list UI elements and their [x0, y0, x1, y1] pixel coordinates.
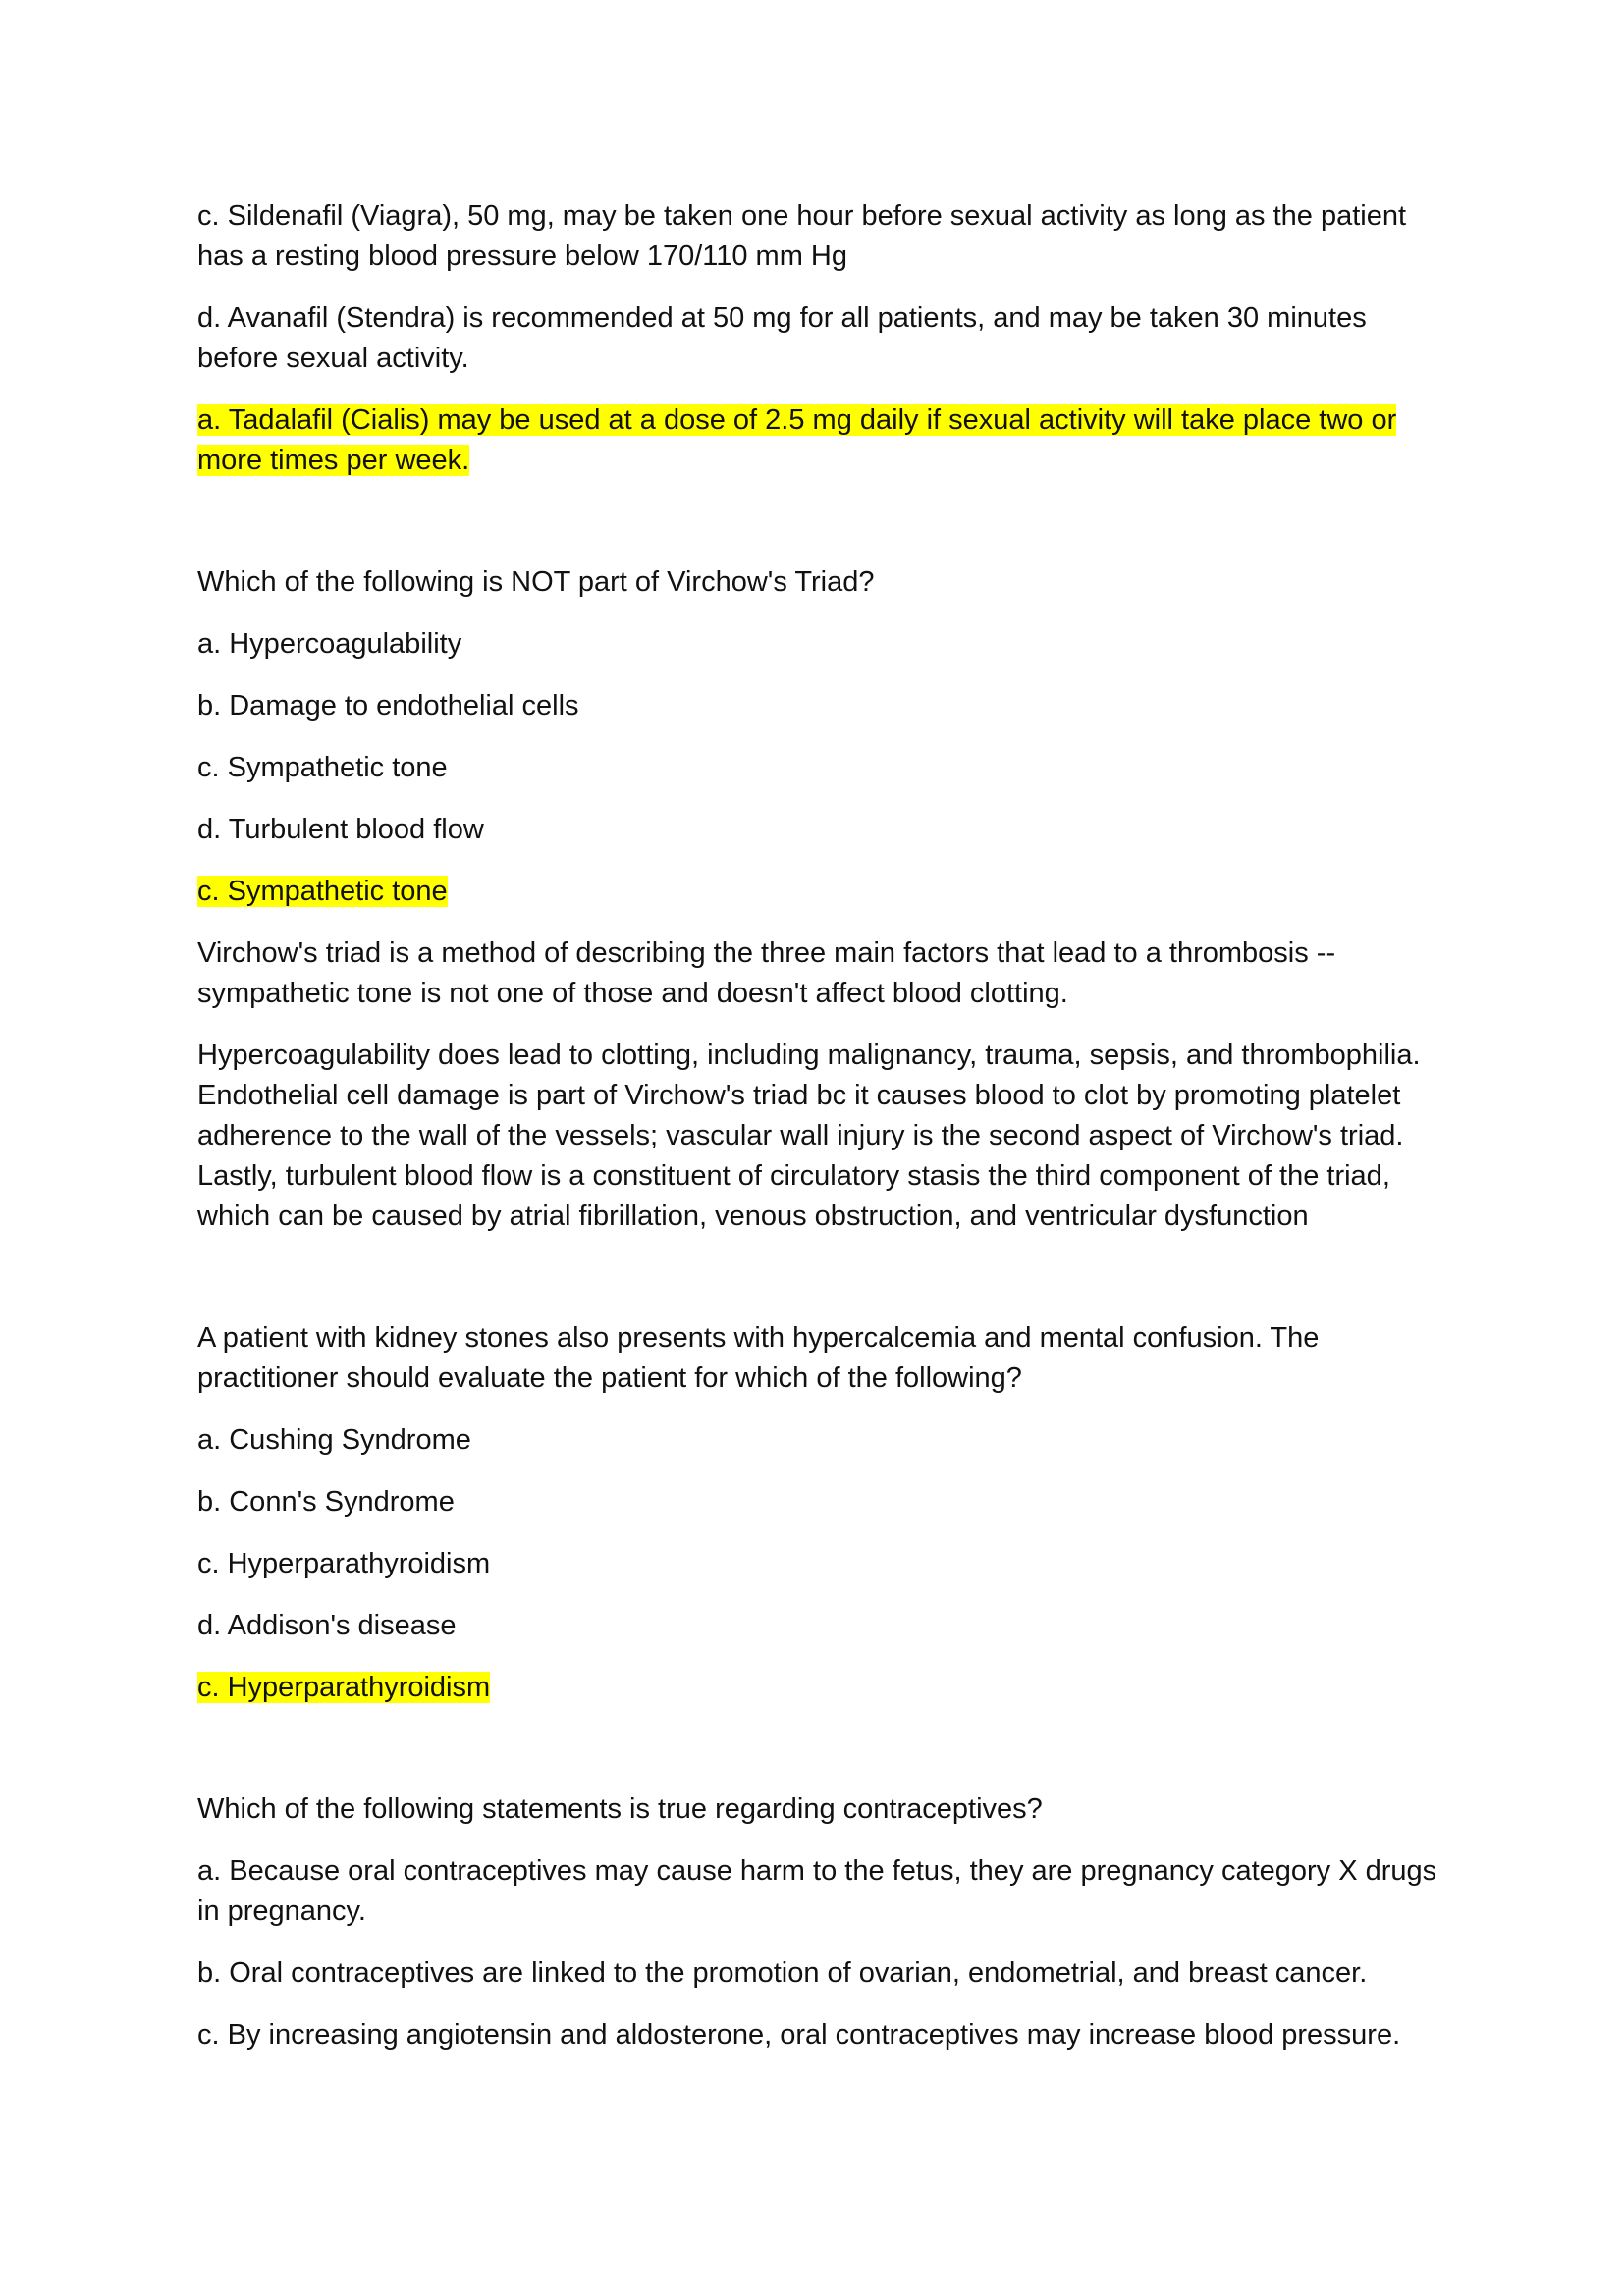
- q2-question: Which of the following is NOT part of Virchow's Triad?: [197, 566, 875, 598]
- q3-option-a: a. Cushing Syndrome: [197, 1424, 471, 1456]
- q1-option-c: c. Sildenafil (Viagra), 50 mg, may be taken one hour before sexual activity as long as the patient has a resting blood pressure below 170/110 mm Hg: [197, 200, 1407, 272]
- q1-answer: [197, 400, 1444, 481]
- q2-option-d: d. Turbulent blood flow: [197, 814, 484, 845]
- q2-option-a: a. Hypercoagulability: [197, 628, 462, 660]
- q2-explanation-2: Hypercoagulability does lead to clotting, including malignancy, trauma, sepsis, and thrombophilia. Endothelial cell damage is part of Virchow's triad bc it causes blood to clot by promoting platelet adherence to the wall of the vessels; vascular wall injury is the second aspect of Virchow's triad. Lastly, turbulent blood flow is a constituent of circulatory stasis the third component of the triad, which can be caused by atrial fibrillation, venous obstruction, and ventricular dysfunction: [197, 1040, 1421, 1232]
- q3-answer: [197, 1668, 1444, 1708]
- document-content: [197, 196, 1444, 2077]
- q3-option-d: d. Addison's disease: [197, 1610, 457, 1641]
- q2-option-c: c. Sympathetic tone: [197, 752, 448, 783]
- q3-question: A patient with kidney stones also presents with hypercalcemia and mental confusion. The practitioner should evaluate the patient for which of the following?: [197, 1322, 1320, 1394]
- section-gap: [197, 1258, 1444, 1318]
- q1-option-d: d. Avanafil (Stendra) is recommended at 50 mg for all patients, and may be taken 30 minutes before sexual activity.: [197, 302, 1367, 374]
- q3-answer-highlight: c. Hyperparathyroidism: [197, 1672, 491, 1703]
- q1-answer-highlight: a. Tadalafil (Cialis) may be used at a dose of 2.5 mg daily if sexual activity will take place two or more times per week.: [197, 404, 1397, 476]
- q2-explanation-1: Virchow's triad is a method of describing the three main factors that lead to a thrombosis -- sympathetic tone is not one of those and doesn't affect blood clotting.: [197, 937, 1336, 1009]
- q4-option-a: a. Because oral contraceptives may cause harm to the fetus, they are pregnancy category X drugs in pregnancy.: [197, 1855, 1437, 1927]
- q4-option-b: b. Oral contraceptives are linked to the promotion of ovarian, endometrial, and breast cancer.: [197, 1957, 1368, 1989]
- q3-option-c: c. Hyperparathyroidism: [197, 1548, 491, 1579]
- q4-question: Which of the following statements is true regarding contraceptives?: [197, 1793, 1043, 1825]
- section-gap: [197, 503, 1444, 562]
- q4-option-c: c. By increasing angiotensin and aldosterone, oral contraceptives may increase blood pressure.: [197, 2019, 1401, 2051]
- q3-option-b: b. Conn's Syndrome: [197, 1486, 455, 1518]
- q2-answer: [197, 872, 1444, 912]
- q2-answer-highlight: c. Sympathetic tone: [197, 876, 448, 907]
- section-gap: [197, 1730, 1444, 1789]
- q2-option-b: b. Damage to endothelial cells: [197, 690, 579, 721]
